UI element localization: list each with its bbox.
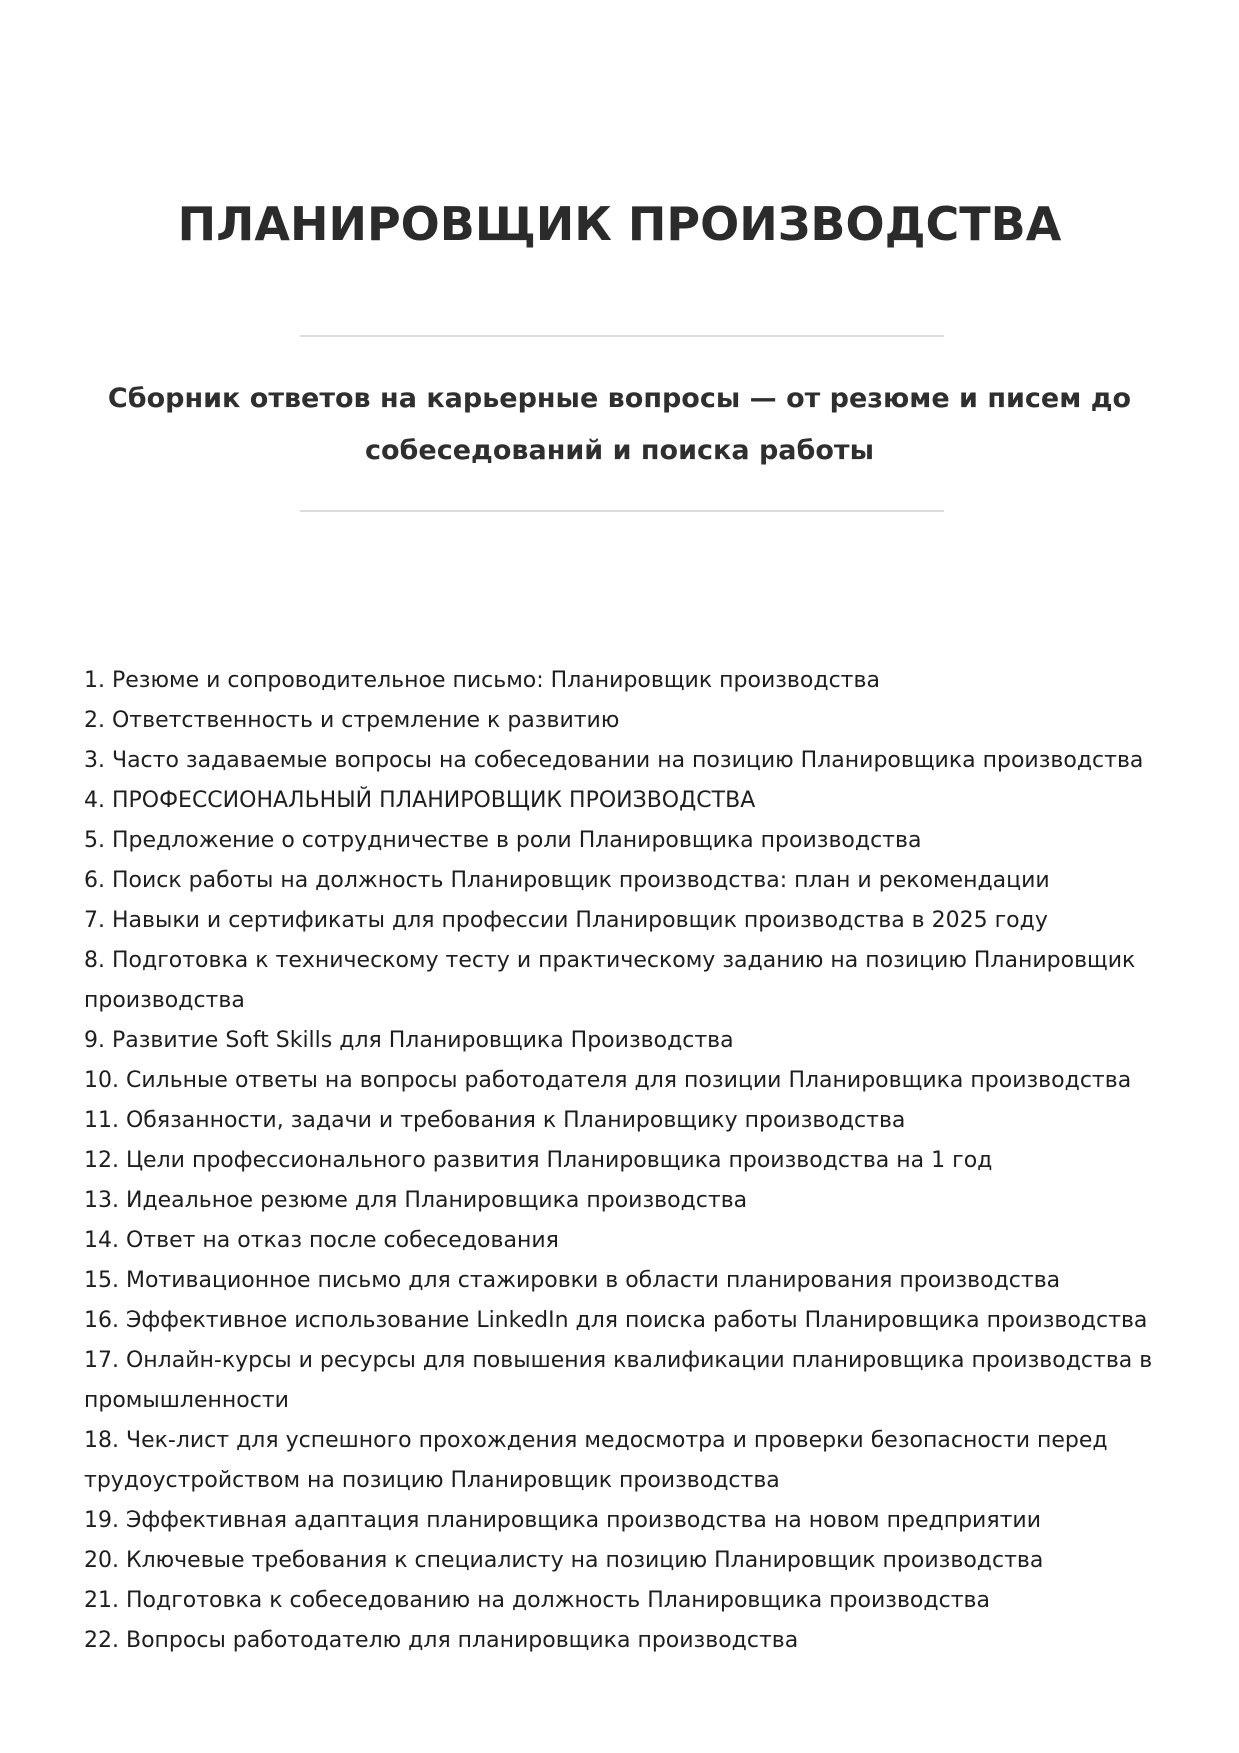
toc-item: 5. Предложение о сотрудничестве в роли Планировщика производства: [84, 828, 922, 853]
toc-item: 3. Часто задаваемые вопросы на собеседовании на позицию Планировщика производства: [84, 748, 1144, 773]
toc-item: 7. Навыки и сертификаты для профессии Планировщик производства в 2025 году: [84, 908, 1048, 933]
toc-item: 21. Подготовка к собеседованию на должность Планировщика производства: [84, 1588, 990, 1613]
title-divider-bottom: [300, 510, 944, 512]
toc-item: 12. Цели профессионального развития Планировщика производства на 1 год: [84, 1148, 993, 1173]
toc-item: 1. Резюме и сопроводительное письмо: Планировщик производства: [84, 668, 880, 693]
toc-item: 17. Онлайн-курсы и ресурсы для повышения квалификации планировщика производства в промышленности: [84, 1348, 1153, 1413]
toc-item: 20. Ключевые требования к специалисту на позицию Планировщик производства: [84, 1548, 1044, 1573]
toc-item: 15. Мотивационное письмо для стажировки в области планирования производства: [84, 1268, 1061, 1293]
toc-item: 9. Развитие Soft Skills для Планировщика Производства: [84, 1028, 734, 1053]
title-divider-top: [300, 335, 944, 337]
toc-item: 2. Ответственность и стремление к развитию: [84, 708, 620, 733]
document-subtitle: Сборник ответов на карьерные вопросы — от резюме и писем до собеседований и поиска работы: [107, 383, 1132, 466]
toc-item: 18. Чек-лист для успешного прохождения медосмотра и проверки безопасности перед трудоустройством на позицию Планировщик производства: [84, 1428, 1108, 1493]
toc-item: 22. Вопросы работодателю для планировщика производства: [84, 1628, 799, 1653]
toc-item: 14. Ответ на отказ после собеседования: [84, 1228, 559, 1253]
document-title: ПЛАНИРОВЩИК ПРОИЗВОДСТВА: [177, 197, 1062, 251]
toc-item: 4. ПРОФЕССИОНАЛЬНЫЙ ПЛАНИРОВЩИК ПРОИЗВОДСТВА: [84, 788, 756, 813]
toc-item: 16. Эффективное использование LinkedIn для поиска работы Планировщика производства: [84, 1308, 1148, 1333]
table-of-contents: [84, 661, 1164, 1661]
toc-item: 8. Подготовка к техническому тесту и практическому заданию на позицию Планировщик производства: [84, 948, 1136, 1013]
toc-item: 19. Эффективная адаптация планировщика производства на новом предприятии: [84, 1508, 1041, 1533]
toc-item: 6. Поиск работы на должность Планировщик производства: план и рекомендации: [84, 868, 1050, 893]
toc-item: 10. Сильные ответы на вопросы работодателя для позиции Планировщика производства: [84, 1068, 1132, 1093]
toc-item: 13. Идеальное резюме для Планировщика производства: [84, 1188, 748, 1213]
toc-item: 11. Обязанности, задачи и требования к Планировщику производства: [84, 1108, 906, 1133]
